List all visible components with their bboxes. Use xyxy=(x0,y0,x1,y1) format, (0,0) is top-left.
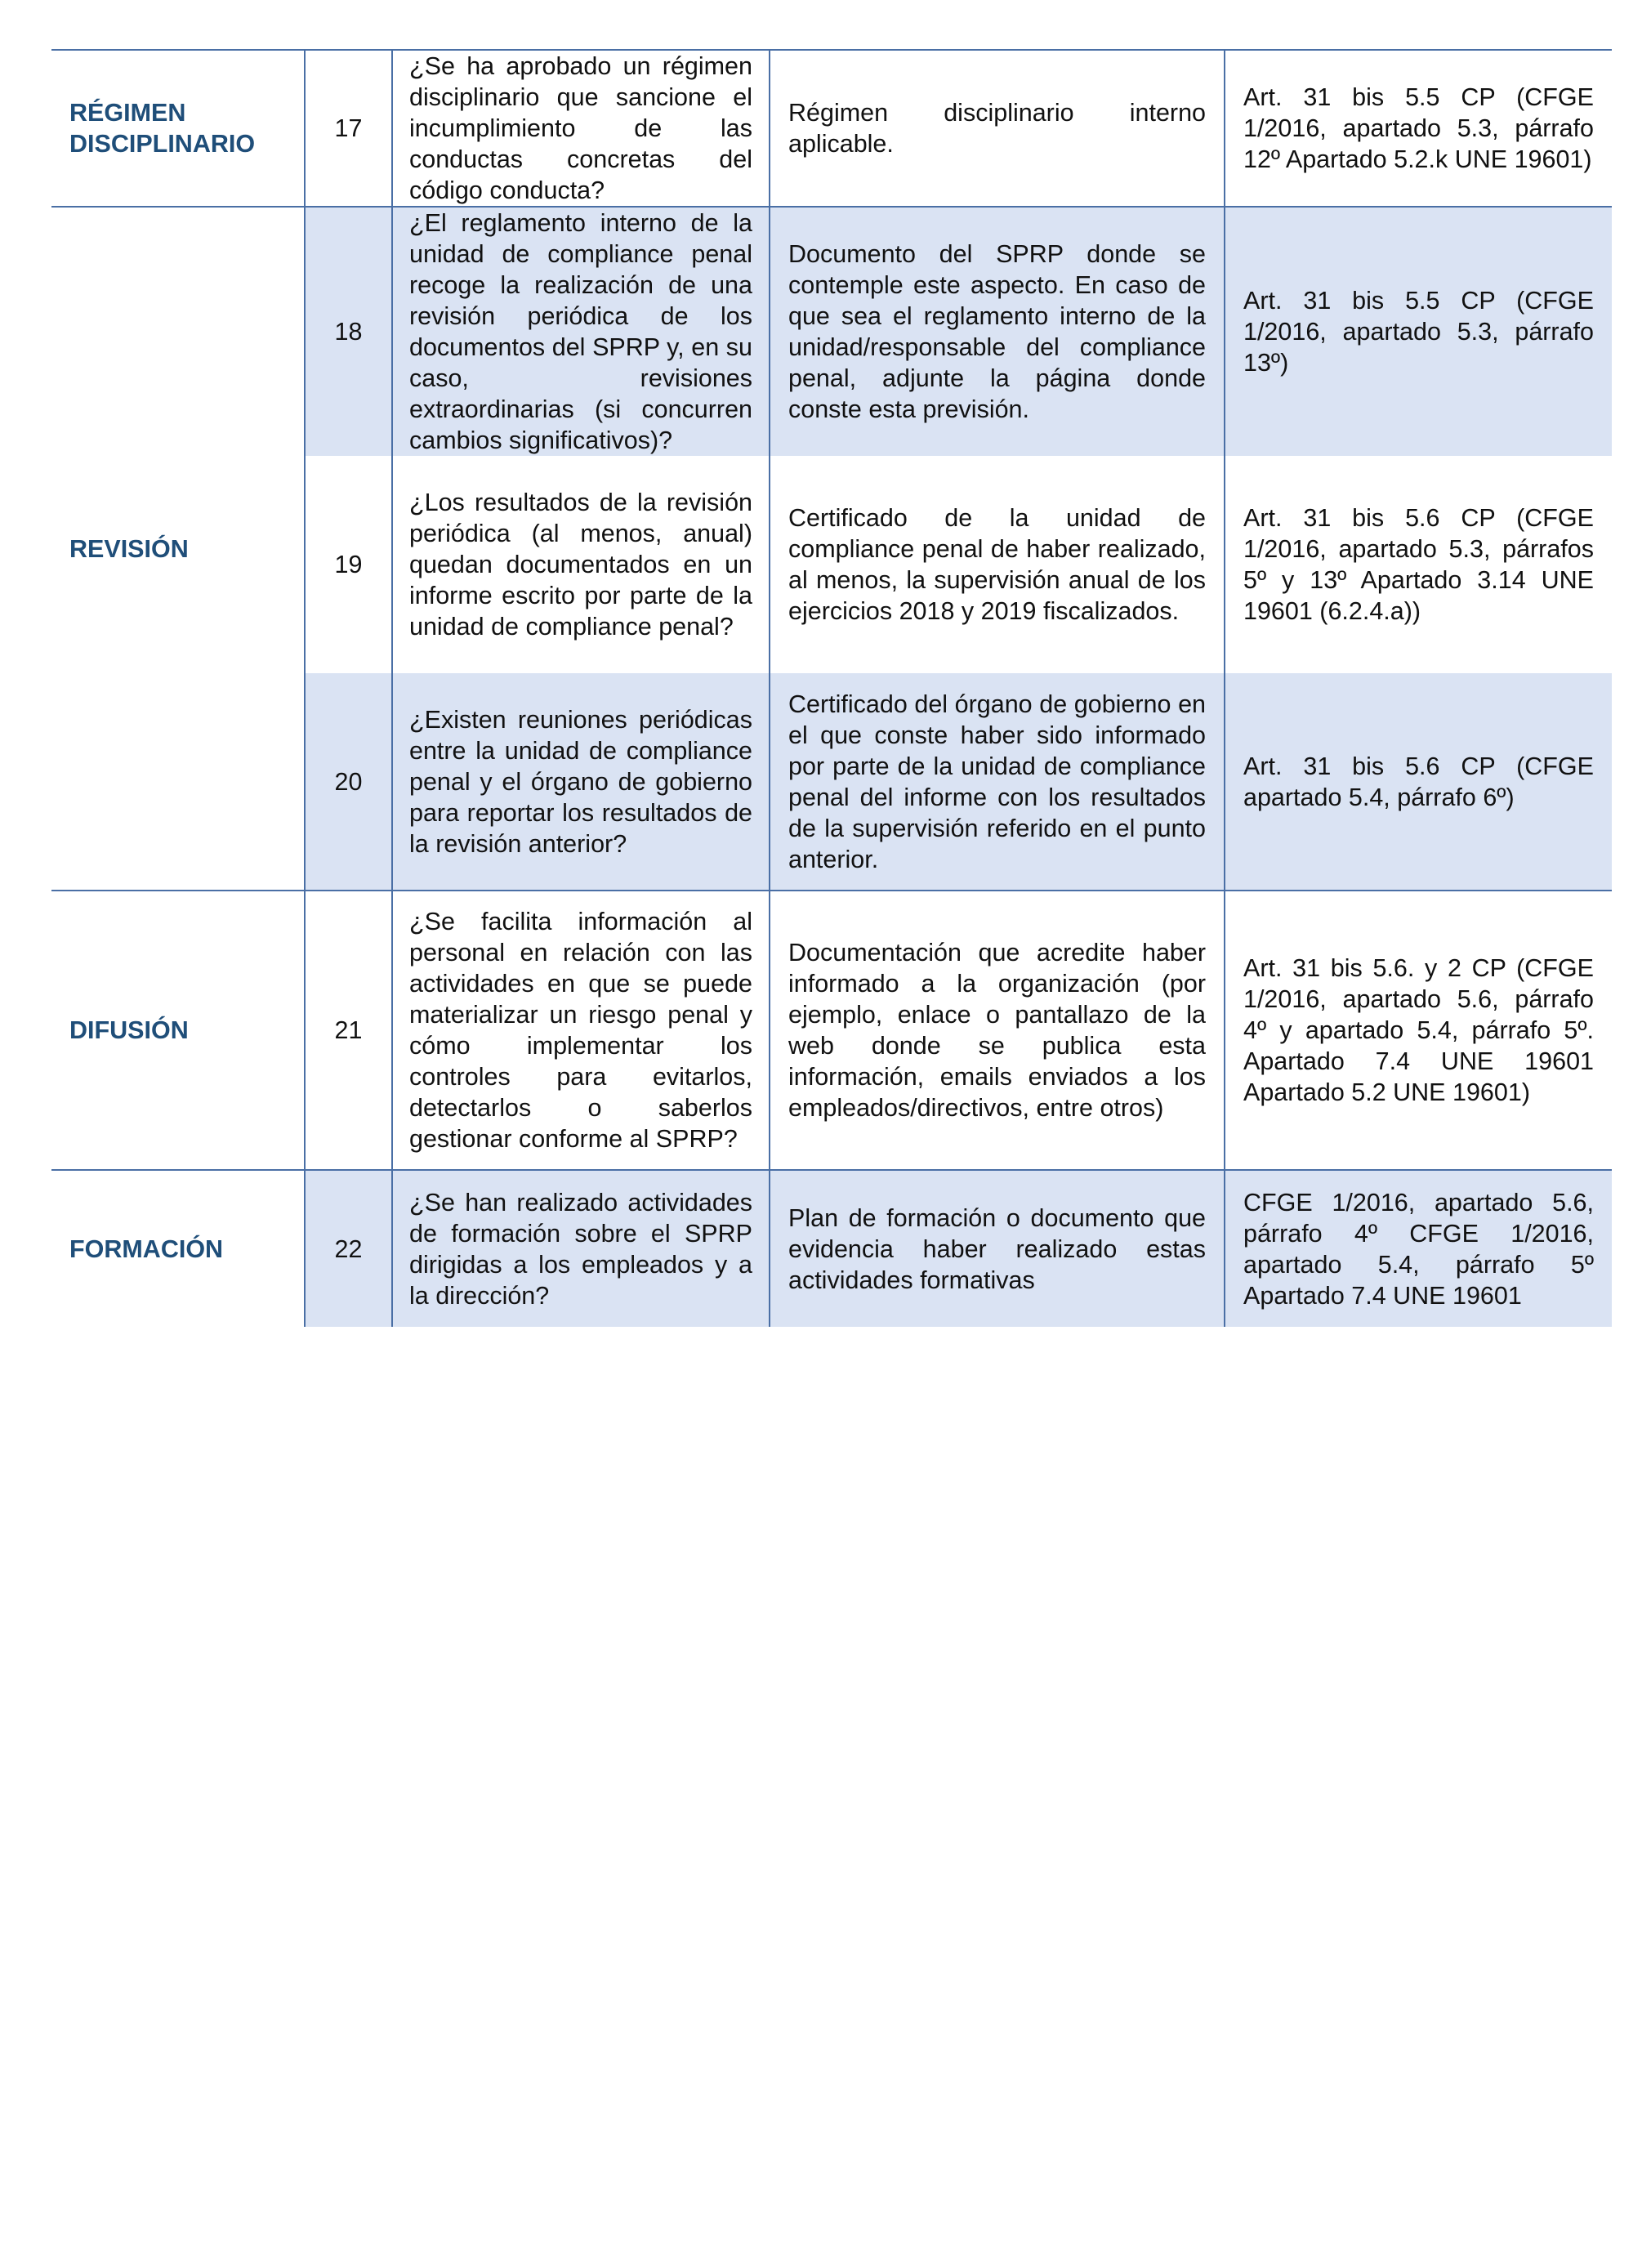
question-cell: ¿El reglamento interno de la unidad de compliance penal recoge la realización de una revisión periódica de los documentos del SPRP y, en su caso, revisiones extraordinarias (si concurren cambios significativos)? xyxy=(392,207,770,456)
reference-cell: Art. 31 bis 5.5 CP (CFGE 1/2016, apartado 5.3, párrafo 12º Apartado 5.2.k UNE 19601) xyxy=(1225,50,1612,207)
compliance-table xyxy=(51,49,1612,1327)
documentation-cell: Plan de formación o documento que evidencia haber realizado estas actividades formativas xyxy=(770,1170,1225,1327)
table-row xyxy=(51,50,1612,207)
documentation-cell: Régimen disciplinario interno aplicable. xyxy=(770,50,1225,207)
documentation-cell: Certificado del órgano de gobierno en el que conste haber sido informado por parte de la unidad de compliance penal del informe con los resultados de la supervisión referido en el punto anterior. xyxy=(770,673,1225,891)
question-cell: ¿Existen reuniones periódicas entre la unidad de compliance penal y el órgano de gobierno para reportar los resultados de la revisión anterior? xyxy=(392,673,770,891)
table-row xyxy=(51,891,1612,1170)
category-cell: REVISIÓN xyxy=(51,207,305,891)
category-cell: RÉGIMEN DISCIPLINARIO xyxy=(51,50,305,207)
reference-cell: Art. 31 bis 5.6 CP (CFGE apartado 5.4, párrafo 6º) xyxy=(1225,673,1612,891)
item-number: 20 xyxy=(305,673,392,891)
reference-cell: Art. 31 bis 5.6. y 2 CP (CFGE 1/2016, apartado 5.6, párrafo 4º y apartado 5.4, párrafo 5º. Apartado 7.4 UNE 19601 Apartado 5.2 UNE 19601) xyxy=(1225,891,1612,1170)
documentation-cell: Certificado de la unidad de compliance penal de haber realizado, al menos, la supervisión anual de los ejercicios 2018 y 2019 fiscalizados. xyxy=(770,456,1225,673)
reference-cell: CFGE 1/2016, apartado 5.6, párrafo 4º CFGE 1/2016, apartado 5.4, párrafo 5º Apartado 7.4 UNE 19601 xyxy=(1225,1170,1612,1327)
question-cell: ¿Se ha aprobado un régimen disciplinario que sancione el incumplimiento de las conductas concretas del código conducta? xyxy=(392,50,770,207)
table-row xyxy=(51,207,1612,456)
item-number: 18 xyxy=(305,207,392,456)
documentation-cell: Documento del SPRP donde se contemple este aspecto. En caso de que sea el reglamento interno de la unidad/responsable del compliance penal, adjunte la página donde conste esta previsión. xyxy=(770,207,1225,456)
table-row xyxy=(51,1170,1612,1327)
item-number: 22 xyxy=(305,1170,392,1327)
question-cell: ¿Se han realizado actividades de formación sobre el SPRP dirigidas a los empleados y a la dirección? xyxy=(392,1170,770,1327)
item-number: 19 xyxy=(305,456,392,673)
item-number: 21 xyxy=(305,891,392,1170)
question-cell: ¿Se facilita información al personal en relación con las actividades en que se puede materializar un riesgo penal y cómo implementar los controles para evitarlos, detectarlos o saberlos gestionar conforme al SPRP? xyxy=(392,891,770,1170)
reference-cell: Art. 31 bis 5.5 CP (CFGE 1/2016, apartado 5.3, párrafo 13º) xyxy=(1225,207,1612,456)
item-number: 17 xyxy=(305,50,392,207)
reference-cell: Art. 31 bis 5.6 CP (CFGE 1/2016, apartado 5.3, párrafos 5º y 13º Apartado 3.14 UNE 19601 (6.2.4.a)) xyxy=(1225,456,1612,673)
question-cell: ¿Los resultados de la revisión periódica (al menos, anual) quedan documentados en un informe escrito por parte de la unidad de compliance penal? xyxy=(392,456,770,673)
category-cell: FORMACIÓN xyxy=(51,1170,305,1327)
category-cell: DIFUSIÓN xyxy=(51,891,305,1170)
documentation-cell: Documentación que acredite haber informado a la organización (por ejemplo, enlace o pantallazo de la web donde se publica esta información, emails enviados a los empleados/directivos, entre otros) xyxy=(770,891,1225,1170)
